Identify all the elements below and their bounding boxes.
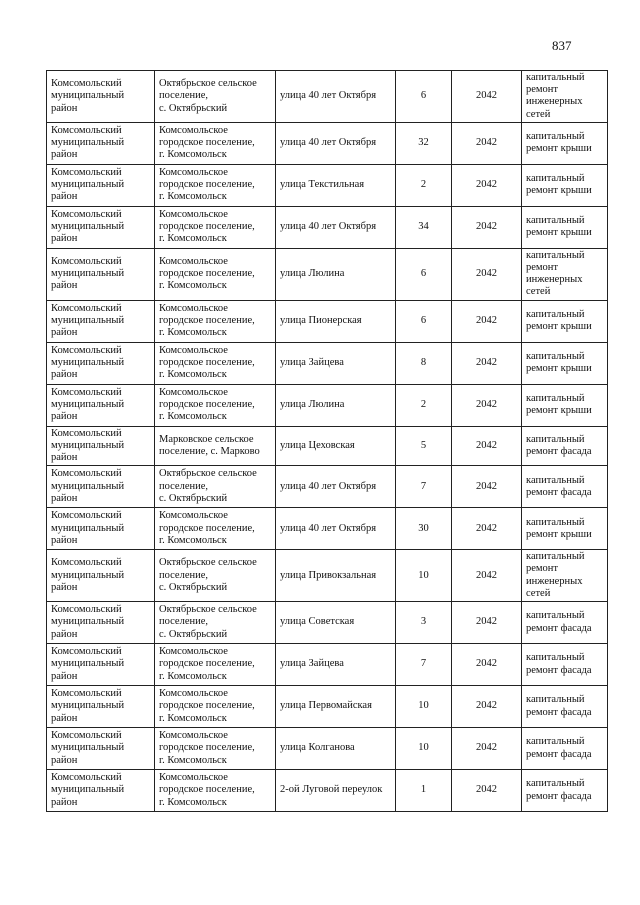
page-number: 837 [552,38,572,53]
settlement-cell: Комсомольское городское поселение, г. Комсомольск [155,248,276,300]
settlement-cell: Комсомольское городское поселение, г. Комсомольск [155,644,276,686]
district-cell: Комсомольский муниципальный район [47,728,155,770]
table-row [47,342,608,384]
year-cell: 2042 [452,122,522,164]
work-type-cell: капитальный ремонт крыши [522,342,608,384]
work-type-cell: капитальный ремонт крыши [522,122,608,164]
settlement-cell: Комсомольское городское поселение, г. Комсомольск [155,300,276,342]
street-cell: 2-ой Луговой переулок [276,770,396,812]
settlement-cell: Комсомольское городское поселение, г. Комсомольск [155,686,276,728]
house-number-cell: 7 [396,466,452,508]
table-row [47,164,608,206]
street-cell: улица Пионерская [276,300,396,342]
district-cell: Комсомольский муниципальный район [47,164,155,206]
work-type-cell: капитальный ремонт фасада [522,686,608,728]
settlement-cell: Октябрьское сельское поселение, с. Октябрьский [155,550,276,602]
district-cell: Комсомольский муниципальный район [47,426,155,466]
house-number-cell: 10 [396,728,452,770]
table-row [47,466,608,508]
work-type-cell: капитальный ремонт крыши [522,206,608,248]
year-cell: 2042 [452,644,522,686]
street-cell: улица 40 лет Октября [276,71,396,123]
table-row [47,248,608,300]
house-number-cell: 6 [396,248,452,300]
settlement-cell: Комсомольское городское поселение, г. Комсомольск [155,342,276,384]
year-cell: 2042 [452,728,522,770]
table-row [47,426,608,466]
table-row [47,508,608,550]
district-cell: Комсомольский муниципальный район [47,644,155,686]
district-cell: Комсомольский муниципальный район [47,602,155,644]
street-cell: улица 40 лет Октября [276,122,396,164]
district-cell: Комсомольский муниципальный район [47,300,155,342]
work-type-cell: капитальный ремонт фасада [522,644,608,686]
street-cell: улица Привокзальная [276,550,396,602]
table-row [47,550,608,602]
year-cell: 2042 [452,508,522,550]
work-type-cell: капитальный ремонт фасада [522,728,608,770]
repair-registry-table [46,70,608,812]
table-row [47,644,608,686]
street-cell: улица Люлина [276,248,396,300]
house-number-cell: 8 [396,342,452,384]
table-row [47,71,608,123]
district-cell: Комсомольский муниципальный район [47,770,155,812]
work-type-cell: капитальный ремонт фасада [522,770,608,812]
year-cell: 2042 [452,342,522,384]
work-type-cell: капитальный ремонт фасада [522,602,608,644]
settlement-cell: Комсомольское городское поселение, г. Комсомольск [155,206,276,248]
street-cell: улица Советская [276,602,396,644]
street-cell: улица Люлина [276,384,396,426]
table-row [47,206,608,248]
year-cell: 2042 [452,248,522,300]
district-cell: Комсомольский муниципальный район [47,248,155,300]
district-cell: Комсомольский муниципальный район [47,550,155,602]
house-number-cell: 5 [396,426,452,466]
work-type-cell: капитальный ремонт инженерных сетей [522,71,608,123]
street-cell: улица Зайцева [276,342,396,384]
work-type-cell: капитальный ремонт крыши [522,508,608,550]
district-cell: Комсомольский муниципальный район [47,122,155,164]
work-type-cell: капитальный ремонт фасада [522,426,608,466]
house-number-cell: 10 [396,686,452,728]
house-number-cell: 6 [396,71,452,123]
settlement-cell: Комсомольское городское поселение, г. Комсомольск [155,384,276,426]
house-number-cell: 3 [396,602,452,644]
work-type-cell: капитальный ремонт крыши [522,164,608,206]
settlement-cell: Комсомольское городское поселение, г. Комсомольск [155,122,276,164]
house-number-cell: 7 [396,644,452,686]
year-cell: 2042 [452,550,522,602]
street-cell: улица Цеховская [276,426,396,466]
settlement-cell: Марковское сельское поселение, с. Марково [155,426,276,466]
settlement-cell: Комсомольское городское поселение, г. Комсомольск [155,770,276,812]
year-cell: 2042 [452,770,522,812]
year-cell: 2042 [452,206,522,248]
house-number-cell: 2 [396,384,452,426]
work-type-cell: капитальный ремонт фасада [522,466,608,508]
street-cell: улица Зайцева [276,644,396,686]
table-row [47,384,608,426]
house-number-cell: 32 [396,122,452,164]
street-cell: улица Колганова [276,728,396,770]
house-number-cell: 10 [396,550,452,602]
work-type-cell: капитальный ремонт крыши [522,384,608,426]
table-body [47,71,608,812]
district-cell: Комсомольский муниципальный район [47,466,155,508]
work-type-cell: капитальный ремонт инженерных сетей [522,550,608,602]
settlement-cell: Октябрьское сельское поселение, с. Октябрьский [155,71,276,123]
house-number-cell: 2 [396,164,452,206]
work-type-cell: капитальный ремонт крыши [522,300,608,342]
settlement-cell: Комсомольское городское поселение, г. Комсомольск [155,164,276,206]
year-cell: 2042 [452,602,522,644]
settlement-cell: Комсомольское городское поселение, г. Комсомольск [155,508,276,550]
work-type-cell: капитальный ремонт инженерных сетей [522,248,608,300]
settlement-cell: Октябрьское сельское поселение, с. Октябрьский [155,466,276,508]
year-cell: 2042 [452,686,522,728]
house-number-cell: 1 [396,770,452,812]
settlement-cell: Октябрьское сельское поселение, с. Октябрьский [155,602,276,644]
table-row [47,728,608,770]
year-cell: 2042 [452,466,522,508]
table-row [47,686,608,728]
table-row [47,122,608,164]
settlement-cell: Комсомольское городское поселение, г. Комсомольск [155,728,276,770]
street-cell: улица Первомайская [276,686,396,728]
street-cell: улица 40 лет Октября [276,508,396,550]
district-cell: Комсомольский муниципальный район [47,206,155,248]
year-cell: 2042 [452,164,522,206]
year-cell: 2042 [452,426,522,466]
district-cell: Комсомольский муниципальный район [47,686,155,728]
table-row [47,770,608,812]
year-cell: 2042 [452,71,522,123]
table-row [47,300,608,342]
district-cell: Комсомольский муниципальный район [47,508,155,550]
district-cell: Комсомольский муниципальный район [47,384,155,426]
street-cell: улица 40 лет Октября [276,206,396,248]
year-cell: 2042 [452,300,522,342]
house-number-cell: 30 [396,508,452,550]
table-row [47,602,608,644]
year-cell: 2042 [452,384,522,426]
street-cell: улица 40 лет Октября [276,466,396,508]
house-number-cell: 6 [396,300,452,342]
street-cell: улица Текстильная [276,164,396,206]
district-cell: Комсомольский муниципальный район [47,342,155,384]
house-number-cell: 34 [396,206,452,248]
district-cell: Комсомольский муниципальный район [47,71,155,123]
